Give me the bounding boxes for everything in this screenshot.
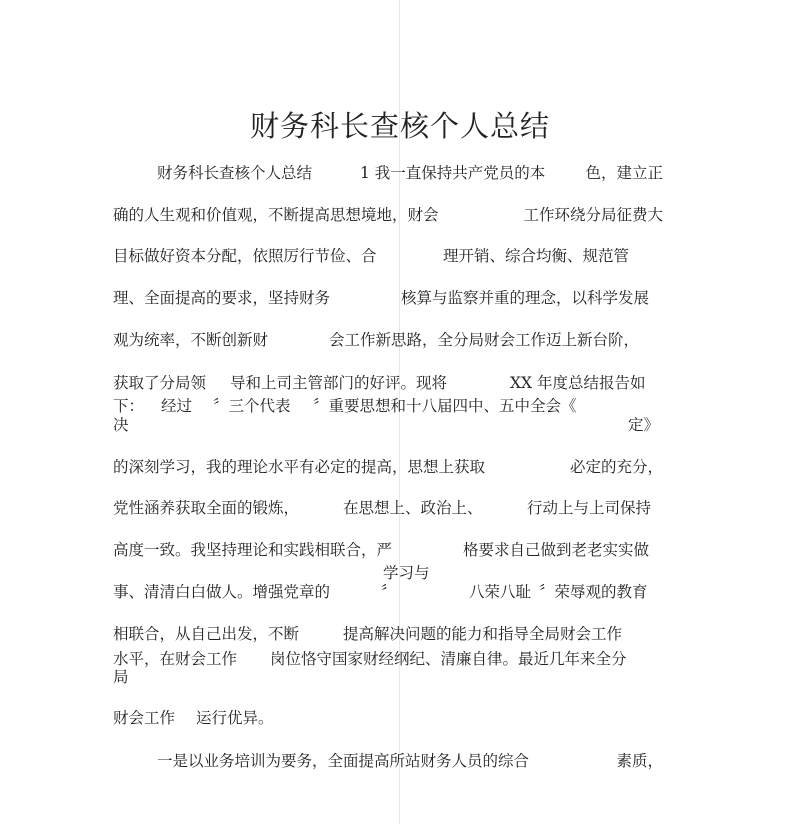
text-segment: 党性涵养获取全面的锻炼， [113,499,300,517]
paragraph-line [113,623,663,645]
text-segment: 必定的充分， [569,458,663,476]
text-segment: 高度一致。我坚持理论和实践相联合，严 [113,541,393,559]
text-segment: 〞荣辱观的教育 [539,583,648,601]
text-segment: 水平，在财会工作 [113,650,238,668]
text-segment: 局 [113,668,129,686]
text-segment: 一是以业务培训为要务，全面提高所站财务人员的综合 [157,752,530,770]
text-segment: 在思想上、政治上、 [343,499,483,517]
text-segment: 运行优异。 [196,709,274,727]
paragraph-line [113,497,663,519]
text-segment: 事、清清白白做人。增强党章的 [113,583,331,601]
text-segment: 八荣八耻 [469,583,532,601]
text-segment: 工作环绕分局征费大 [523,206,663,224]
paragraph-line [113,581,663,603]
text-segment: 经过 [161,397,193,415]
paragraph-line [113,414,663,436]
paragraph-line [113,750,663,772]
paragraph-line [113,372,663,394]
text-segment: 〞重要思想和十八届四中、五中全会《 [313,397,577,415]
text-segment: 色，建立正 [585,164,663,182]
text-segment: 〞三个代表 [213,397,291,415]
text-segment: 〞 [381,583,397,601]
text-segment: 格要求自己做到老老实实做 [463,541,650,559]
text-segment: 定》 [627,416,659,434]
text-segment: 理开销、综合均衡、规范管 [443,247,630,265]
paragraph-line [113,456,663,478]
paragraph-line [113,204,663,226]
text-segment: 行动上与上司保持 [527,499,652,517]
text-segment: 学习与 [383,564,430,582]
text-segment: 财务科长查核个人总结 [157,164,313,182]
text-segment: 提高解决问题的能力和指导全局财会工作 [343,625,623,643]
paragraph-line [113,329,663,351]
paragraph-line [113,287,663,309]
text-segment: 岗位恪守国家财经纲纪、清廉自律。最近几年来全分 [270,650,627,668]
text-segment: 相联合，从自己出发，不断 [113,625,300,643]
text-segment: 核算与监察并重的理念，以科学发展 [400,289,649,307]
text-segment: 的深刻学习，我的理论水平有必定的提高，思想上获取 [113,458,486,476]
text-segment: 理、全面提高的要求，坚持财务 [113,289,331,307]
paragraph-line [113,245,663,267]
text-segment: 目标做好资本分配，依照厉行节俭、合 [113,247,377,265]
text-segment: XX 年度总结报告如 [510,374,646,392]
text-segment: 导和上司主管部门的好评。现将 [230,374,448,392]
paragraph-line [113,539,663,561]
text-segment: 会工作新思路，全分局财会工作迈上新台阶， [328,331,639,349]
text-segment: 1 我一直保持共产党员的本 [360,164,546,182]
paragraph-line [113,707,663,729]
text-segment: 获取了分局领 [113,374,207,392]
text-segment: 观为统率，不断创新财 [113,331,269,349]
document-title: 财务科长查核个人总结 [249,109,550,143]
paragraph-line [113,666,663,688]
text-segment: 决 [113,416,129,434]
text-segment: 下： [113,397,145,415]
text-segment: 素质， [616,752,663,770]
paragraph-line [113,162,663,184]
text-segment: 确的人生观和价值观，不断提高思想境地，财会 [113,206,439,224]
text-segment: 财会工作 [113,709,176,727]
